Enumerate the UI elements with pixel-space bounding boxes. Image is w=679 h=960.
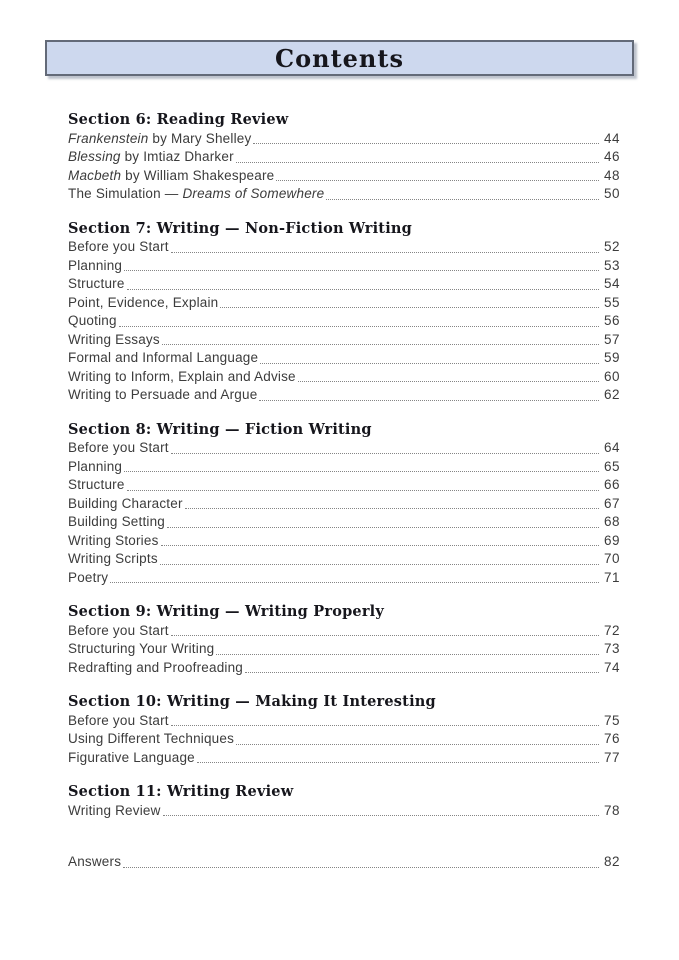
toc-section bbox=[68, 693, 620, 767]
toc-entry bbox=[68, 712, 620, 731]
toc-entry bbox=[68, 532, 620, 551]
toc-entry-label: Formal and Informal Language bbox=[68, 350, 259, 365]
page-number: 69 bbox=[603, 532, 620, 548]
dotted-leader bbox=[171, 453, 599, 454]
toc-entry-label: Point, Evidence, Explain bbox=[68, 294, 219, 310]
toc-entry bbox=[68, 386, 620, 405]
toc-entry-label: Structuring Your Writing bbox=[68, 641, 215, 656]
dotted-leader bbox=[220, 307, 599, 308]
toc-entry bbox=[68, 275, 620, 294]
toc-entry-label: Writing Stories bbox=[68, 532, 159, 548]
dotted-leader bbox=[163, 815, 599, 816]
toc-entry-label: Before you Start bbox=[68, 239, 169, 254]
page-number: 62 bbox=[603, 387, 620, 402]
section-heading: Section 11: Writing Review bbox=[68, 783, 294, 800]
page-number: 71 bbox=[603, 569, 620, 585]
toc-entry-label: Quoting bbox=[68, 313, 117, 328]
dotted-leader bbox=[298, 381, 599, 382]
page-number: 66 bbox=[603, 477, 620, 492]
toc-entry bbox=[68, 167, 620, 186]
toc-entry bbox=[68, 853, 620, 872]
page-number: 74 bbox=[603, 659, 620, 675]
page-number: 67 bbox=[603, 495, 620, 511]
toc-section bbox=[68, 603, 620, 677]
page-number: 55 bbox=[603, 294, 620, 310]
toc-entry-label: Building Setting bbox=[68, 514, 166, 529]
dotted-leader bbox=[110, 582, 599, 583]
dotted-leader bbox=[245, 672, 599, 673]
dotted-leader bbox=[161, 545, 599, 546]
toc-entry-label: Before you Start bbox=[68, 712, 169, 728]
toc-entry bbox=[68, 148, 620, 167]
dotted-leader bbox=[185, 508, 599, 509]
toc-entry bbox=[68, 569, 620, 588]
toc-entry-label: Poetry bbox=[68, 569, 109, 585]
toc-entry-label: Building Character bbox=[68, 495, 183, 511]
toc-entry-label: Writing Review bbox=[68, 802, 161, 818]
dotted-leader bbox=[123, 867, 599, 868]
page-number: 52 bbox=[603, 239, 620, 254]
toc-section bbox=[68, 421, 620, 588]
toc-entry bbox=[68, 257, 620, 276]
section-heading: Section 8: Writing — Fiction Writing bbox=[68, 420, 372, 438]
dotted-leader bbox=[124, 471, 599, 472]
toc-entry bbox=[68, 513, 620, 532]
toc-entry-label: Structure bbox=[68, 477, 125, 492]
toc-entry bbox=[68, 294, 620, 313]
dotted-leader bbox=[253, 143, 599, 144]
page-number: 44 bbox=[603, 130, 620, 146]
toc-entry-label: Writing Essays bbox=[68, 331, 160, 347]
dotted-leader bbox=[171, 725, 599, 726]
toc-entry-label: Using Different Techniques bbox=[68, 731, 235, 746]
section-heading: Section 7: Writing — Non-Fiction Writing bbox=[68, 219, 412, 237]
page-number: 59 bbox=[603, 350, 620, 365]
page-number: 46 bbox=[603, 149, 620, 164]
toc-section bbox=[68, 111, 620, 204]
dotted-leader bbox=[171, 635, 599, 636]
dotted-leader bbox=[326, 199, 599, 200]
dotted-leader bbox=[260, 363, 599, 364]
dotted-leader bbox=[127, 490, 599, 491]
page-number: 64 bbox=[603, 440, 620, 455]
toc-section bbox=[68, 220, 620, 405]
page-number: 75 bbox=[603, 712, 620, 728]
section-heading: Section 9: Writing — Writing Properly bbox=[68, 603, 385, 620]
toc-entry bbox=[68, 622, 620, 641]
toc-entry-label: Writing to Inform, Explain and Advise bbox=[68, 368, 296, 384]
toc-entry bbox=[68, 349, 620, 368]
toc-entry-label: Blessing by Imtiaz Dharker bbox=[68, 149, 234, 164]
section-heading: Section 10: Writing — Making It Interesting bbox=[68, 693, 436, 710]
dotted-leader bbox=[259, 400, 599, 401]
toc-entry bbox=[68, 749, 620, 768]
toc-entry bbox=[68, 802, 620, 821]
page-number: 48 bbox=[603, 167, 620, 183]
dotted-leader bbox=[236, 744, 599, 745]
toc-entry-label: Before you Start bbox=[68, 622, 169, 638]
page-title: Contents bbox=[275, 43, 404, 73]
page-number: 82 bbox=[603, 854, 620, 869]
toc-entry-label: Planning bbox=[68, 458, 123, 474]
toc-entry-label: Writing to Persuade and Argue bbox=[68, 387, 258, 402]
dotted-leader bbox=[171, 252, 599, 253]
page-number: 57 bbox=[603, 331, 620, 347]
page-number: 50 bbox=[603, 186, 620, 201]
dotted-leader bbox=[124, 270, 599, 271]
page-number: 65 bbox=[603, 458, 620, 474]
page-number: 53 bbox=[603, 257, 620, 273]
dotted-leader bbox=[162, 344, 599, 345]
dotted-leader bbox=[167, 527, 599, 528]
dotted-leader bbox=[197, 762, 599, 763]
section-heading: Section 6: Reading Review bbox=[68, 111, 289, 128]
dotted-leader bbox=[216, 654, 599, 655]
page-number: 78 bbox=[603, 802, 620, 818]
page-number: 56 bbox=[603, 313, 620, 328]
toc-entry bbox=[68, 312, 620, 331]
toc-entry bbox=[68, 659, 620, 678]
page-number: 76 bbox=[603, 731, 620, 746]
page-number: 54 bbox=[603, 276, 620, 291]
toc-sections bbox=[68, 79, 620, 872]
toc-entry-label: Before you Start bbox=[68, 440, 169, 455]
toc-entry bbox=[68, 458, 620, 477]
toc-entry bbox=[68, 130, 620, 149]
toc-entry-label: Frankenstein by Mary Shelley bbox=[68, 130, 252, 146]
dotted-leader bbox=[127, 289, 599, 290]
toc-entry bbox=[68, 238, 620, 257]
toc-entry-label: Macbeth by William Shakespeare bbox=[68, 167, 275, 183]
dotted-leader bbox=[276, 180, 599, 181]
toc-entry-label: Answers bbox=[68, 854, 122, 869]
page-number: 72 bbox=[603, 622, 620, 638]
toc-entry bbox=[68, 439, 620, 458]
toc-entry bbox=[68, 640, 620, 659]
toc-entry bbox=[68, 550, 620, 569]
toc-entry-label: Writing Scripts bbox=[68, 551, 158, 566]
toc-entry-label: Structure bbox=[68, 276, 125, 291]
dotted-leader bbox=[160, 564, 599, 565]
toc-entry bbox=[68, 368, 620, 387]
toc-entry bbox=[68, 185, 620, 204]
toc-entry-label: Planning bbox=[68, 257, 123, 273]
answers-row-host bbox=[68, 853, 620, 872]
toc-entry bbox=[68, 730, 620, 749]
toc-entry bbox=[68, 331, 620, 350]
contents-header-box bbox=[45, 40, 634, 76]
toc-entry-label: Redrafting and Proofreading bbox=[68, 659, 244, 675]
page-number: 77 bbox=[603, 749, 620, 765]
page-number: 73 bbox=[603, 641, 620, 656]
toc-entry-label: The Simulation — Dreams of Somewhere bbox=[68, 186, 325, 201]
page-number: 68 bbox=[603, 514, 620, 529]
dotted-leader bbox=[119, 326, 599, 327]
dotted-leader bbox=[236, 162, 599, 163]
page-number: 60 bbox=[603, 368, 620, 384]
toc-entry-label: Figurative Language bbox=[68, 749, 195, 765]
toc-section bbox=[68, 783, 620, 820]
toc-entry bbox=[68, 476, 620, 495]
page-number: 70 bbox=[603, 551, 620, 566]
toc-entry bbox=[68, 495, 620, 514]
